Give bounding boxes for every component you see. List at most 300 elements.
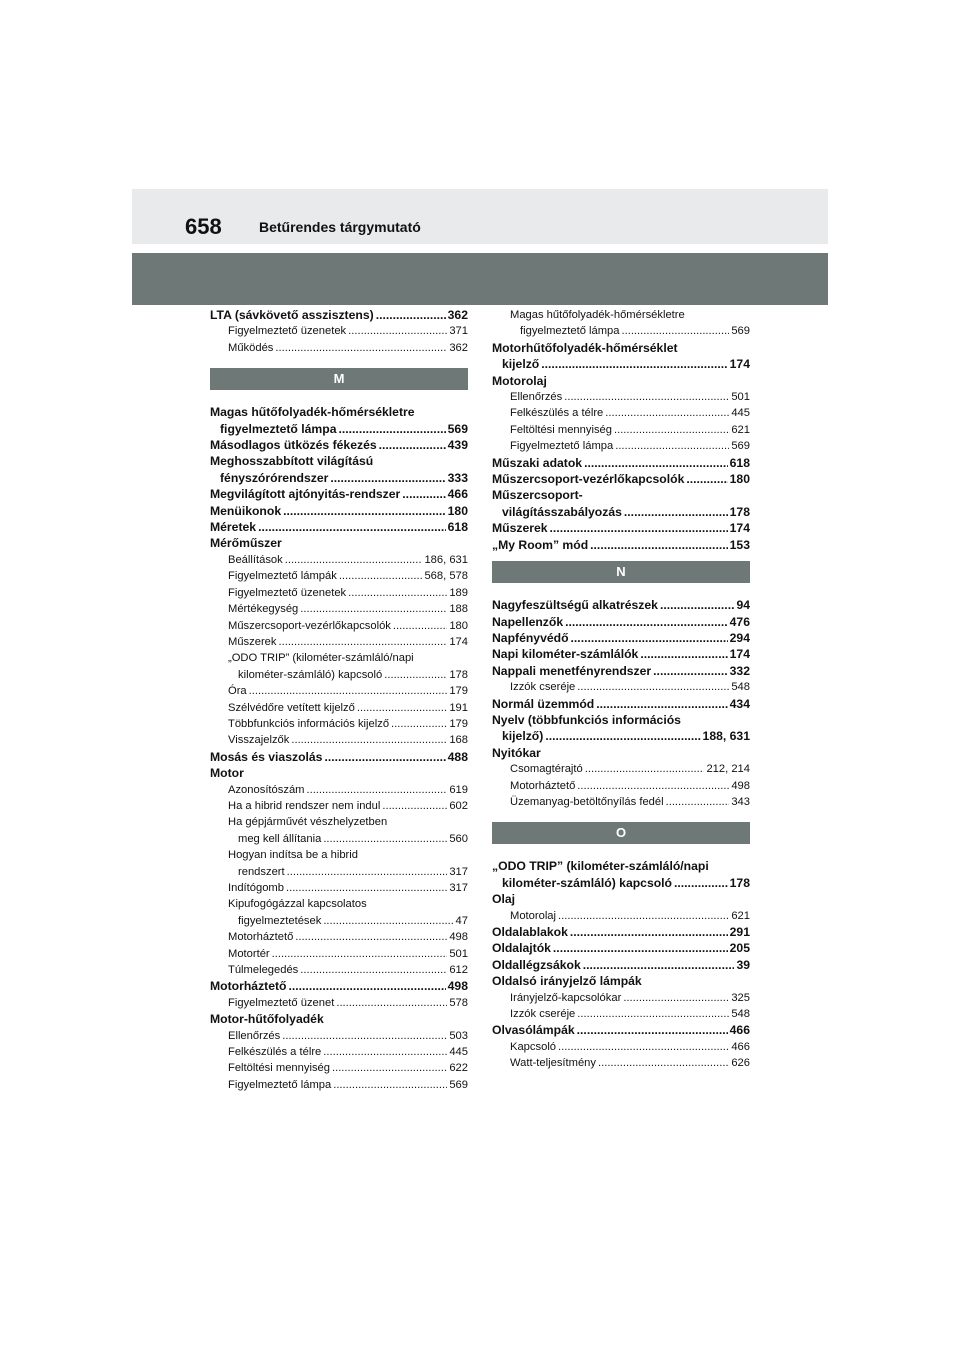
- page-ref: 153: [729, 537, 750, 552]
- index-subentry: [492, 307, 750, 340]
- page-ref: 569: [731, 325, 750, 338]
- page-ref: 618: [729, 455, 750, 470]
- leader-dots: [291, 732, 447, 748]
- entry-text: Oldallégzsákok: [492, 957, 581, 972]
- entry-text: Motortér: [228, 947, 270, 960]
- leader-dots: [577, 679, 729, 695]
- header-band: [132, 253, 828, 305]
- entry-text: Csomagtérajtó: [510, 763, 583, 776]
- leader-dots: [402, 486, 445, 502]
- page-ref: 47: [455, 914, 468, 927]
- index-subentry: [492, 778, 750, 794]
- entry-text: Mértékegység: [228, 603, 299, 616]
- leader-dots: [541, 356, 727, 372]
- letter-heading-m: M: [210, 368, 468, 390]
- leader-dots: [357, 700, 447, 716]
- index-subentry: [492, 679, 750, 695]
- leader-dots: [598, 1055, 729, 1071]
- leader-dots: [391, 716, 447, 732]
- entry-text: Oldalablakok: [492, 925, 568, 939]
- page-ref: 180: [729, 472, 750, 487]
- leader-dots: [382, 798, 447, 814]
- index-subentry: [210, 683, 468, 699]
- index-subentry: [210, 1028, 468, 1044]
- page-ref: 343: [731, 795, 750, 808]
- letter-heading-n: N: [492, 561, 750, 583]
- leader-dots: [545, 728, 700, 744]
- entry-text: Felkészülés a télre: [228, 1046, 322, 1059]
- page-ref: 332: [729, 663, 750, 678]
- page-ref: 174: [729, 647, 750, 662]
- index-line: [492, 504, 750, 520]
- entry-text-line: Nyelv (többfunkciós információs: [492, 712, 681, 727]
- page-ref: 178: [449, 668, 468, 681]
- leader-dots: [622, 323, 730, 339]
- entry-text: Megvilágított ajtónyitás-rendszer: [210, 487, 401, 502]
- leader-dots: [686, 471, 727, 487]
- index-subentry: [492, 405, 750, 421]
- leader-dots: [379, 437, 446, 453]
- index-entry-heading: Motor: [210, 766, 244, 781]
- leader-dots: [300, 962, 447, 978]
- page-ref: 569: [447, 421, 468, 436]
- entry-text: Felkészülés a télre: [510, 407, 604, 420]
- leader-dots: [666, 794, 730, 810]
- entry-text: Többfunkciós információs kijelző: [228, 717, 390, 730]
- index-subentry: [210, 700, 468, 716]
- entry-text: Feltöltési mennyiség: [228, 1062, 330, 1075]
- entry-text: Feltöltési mennyiség: [510, 423, 612, 436]
- page-ref: 439: [447, 438, 468, 453]
- entry-text-line: Motorhűtőfolyadék-hőmérséklet: [492, 340, 678, 355]
- entry-text: Üzemanyag-betöltőnyílás fedél: [510, 795, 664, 808]
- entry-text: Nappali menetfényrendszer: [492, 663, 652, 678]
- leader-dots: [550, 520, 728, 536]
- page-ref: 291: [729, 925, 750, 939]
- leader-dots: [286, 880, 447, 896]
- entry-text: Műszercsoport-vezérlőkapcsolók: [492, 472, 685, 487]
- entry-text: Normál üzemmód: [492, 696, 595, 711]
- entry-text: meg kell állítania: [238, 832, 322, 845]
- page-ref: 180: [447, 503, 468, 518]
- entry-text: Motorháztető: [228, 931, 294, 944]
- index-entry: [492, 696, 750, 712]
- leader-dots: [596, 696, 727, 712]
- page-ref: 498: [447, 979, 468, 994]
- index-subentry: [492, 990, 750, 1006]
- index-subentry: [492, 1055, 750, 1071]
- index-subentry: [210, 1077, 468, 1093]
- page-ref: 621: [731, 423, 750, 436]
- index-subentry: [210, 847, 468, 880]
- entry-text: fényszórórendszer: [220, 470, 329, 485]
- index-line: [210, 470, 468, 486]
- index-entry: [210, 404, 468, 437]
- index-entry: [210, 307, 468, 323]
- entry-text: Figyelmeztető üzenetek: [228, 325, 347, 338]
- page-ref: 205: [729, 941, 750, 956]
- page-ref: 178: [729, 875, 750, 890]
- index-subentry: [210, 814, 468, 847]
- leader-dots: [323, 1044, 447, 1060]
- index-subentry: [210, 732, 468, 748]
- entry-text: Motorháztető: [210, 979, 287, 994]
- index-subentry: [210, 929, 468, 945]
- page-ref: 466: [729, 1023, 750, 1038]
- page-ref: 294: [729, 630, 750, 645]
- page-ref: 548: [731, 1008, 750, 1021]
- page-ref: 362: [449, 341, 468, 354]
- leader-dots: [558, 908, 729, 924]
- entry-text: kilométer-számláló) kapcsoló: [238, 668, 383, 681]
- index-entry: [210, 519, 468, 535]
- page-ref: 189: [449, 586, 468, 599]
- page-ref: 174: [449, 635, 468, 648]
- entry-text: LTA (sávkövető asszisztens): [210, 308, 374, 322]
- page-ref: 612: [449, 964, 468, 977]
- entry-text: Ha a hibrid rendszer nem indul: [228, 799, 381, 812]
- entry-text-line: Magas hűtőfolyadék-hőmérsékletre: [210, 405, 415, 420]
- page-ref: 188: [449, 603, 468, 616]
- index-entry-heading: Motorolaj: [492, 373, 547, 388]
- index-subentry: [210, 1044, 468, 1060]
- entry-text: Indítógomb: [228, 882, 284, 894]
- page-ref: 568, 578: [424, 570, 468, 583]
- index-subentry: [210, 798, 468, 814]
- index-entry-heading: Mérőműszer: [210, 536, 282, 551]
- index-entry: [492, 630, 750, 646]
- page-ref: 212, 214: [706, 763, 750, 776]
- page-ref: 548: [731, 681, 750, 694]
- index-column-right: [492, 307, 750, 1072]
- page-ref: 168: [449, 734, 468, 747]
- index-entry: [492, 712, 750, 745]
- letter-heading-o: O: [492, 822, 750, 844]
- leader-dots: [577, 778, 729, 794]
- index-entry: [492, 924, 750, 940]
- entry-text: Beállítások: [228, 553, 283, 566]
- index-subentry: [210, 552, 468, 568]
- entry-text: rendszert: [238, 865, 285, 878]
- page-ref: 466: [447, 487, 468, 502]
- letter-section-wrap: [210, 356, 468, 404]
- index-line: [492, 875, 750, 891]
- entry-text: Méretek: [210, 520, 257, 535]
- leader-dots: [564, 389, 729, 405]
- entry-text: kijelző): [502, 729, 544, 744]
- page-ref: 626: [731, 1057, 750, 1070]
- index-subentry: [210, 634, 468, 650]
- entry-text-line: Hogyan indítsa be a hibrid: [228, 849, 358, 862]
- page-ref: 39: [736, 957, 750, 972]
- index-subentry: [492, 1006, 750, 1022]
- page-ref: 560: [449, 832, 468, 845]
- page-ref: 466: [731, 1040, 750, 1053]
- entry-text: Oldalajtók: [492, 941, 551, 956]
- index-entry-heading: Motor-hűtőfolyadék: [210, 1012, 324, 1027]
- page-ref: 179: [449, 685, 468, 698]
- index-subentry: [210, 995, 468, 1011]
- leader-dots: [300, 601, 447, 617]
- leader-dots: [272, 946, 448, 962]
- index-entry: [492, 537, 750, 553]
- entry-text: világításszabályozás: [502, 504, 622, 519]
- page-ref: 501: [731, 391, 750, 404]
- leader-dots: [558, 1039, 729, 1055]
- entry-text: figyelmeztetések: [238, 914, 322, 927]
- entry-text: Menüikonok: [210, 503, 282, 518]
- index-entry: [492, 646, 750, 662]
- page-ref: 619: [449, 783, 468, 796]
- page-ref: 317: [449, 882, 468, 894]
- index-line: [228, 667, 468, 683]
- page-ref: 498: [731, 779, 750, 792]
- entry-text: Nagyfeszültségű alkatrészek: [492, 598, 658, 613]
- entry-text: Olvasólámpák: [492, 1023, 575, 1038]
- entry-text: figyelmeztető lámpa: [520, 325, 620, 338]
- leader-dots: [333, 1077, 447, 1093]
- index-entry: [492, 597, 750, 613]
- entry-text: Irányjelző-kapcsolókar: [510, 991, 622, 1004]
- page-ref: 362: [447, 308, 468, 322]
- page-ref: 174: [729, 521, 750, 536]
- entry-text-line: „ODO TRIP” (kilométer-számláló/napi: [492, 859, 709, 874]
- page-ref: 188, 631: [702, 729, 750, 744]
- page-ref: 180: [449, 619, 468, 632]
- entry-text: Kapcsoló: [510, 1040, 557, 1053]
- index-entry: [492, 614, 750, 630]
- page-ref: 191: [449, 701, 468, 714]
- entry-text: Műszaki adatok: [492, 455, 583, 470]
- index-subentry: [210, 946, 468, 962]
- leader-dots: [393, 618, 447, 634]
- page-ref: 476: [729, 614, 750, 629]
- leader-dots: [282, 1028, 447, 1044]
- leader-dots: [376, 307, 446, 323]
- leader-dots: [339, 568, 423, 584]
- entry-text: Túlmelegedés: [228, 964, 299, 977]
- leader-dots: [258, 519, 446, 535]
- index-subentry: [210, 601, 468, 617]
- index-entry: [492, 1022, 750, 1038]
- index-subentry: [492, 908, 750, 924]
- leader-dots: [348, 585, 447, 601]
- leader-dots: [249, 683, 448, 699]
- index-subentry: [210, 568, 468, 584]
- leader-dots: [287, 864, 448, 880]
- leader-dots: [605, 405, 729, 421]
- leader-dots: [674, 875, 728, 891]
- leader-dots: [348, 323, 447, 339]
- index-line: [210, 421, 468, 437]
- index-entry: [210, 503, 468, 519]
- leader-dots: [295, 929, 447, 945]
- entry-text: Működés: [228, 341, 274, 354]
- index-line: [510, 323, 750, 339]
- index-subentry: [210, 782, 468, 798]
- entry-text: Motorolaj: [510, 909, 557, 922]
- entry-text: Műszerek: [492, 521, 548, 536]
- index-subentry: [210, 585, 468, 601]
- entry-text-line: Műszercsoport-: [492, 488, 583, 503]
- entry-text: figyelmeztető lámpa: [220, 421, 337, 436]
- leader-dots: [330, 470, 445, 486]
- page-ref: 174: [729, 357, 750, 372]
- index-entry: [210, 453, 468, 486]
- index-subentry: [492, 438, 750, 454]
- entry-text-line: Kipufogógázzal kapcsolatos: [228, 898, 367, 911]
- index-line: [228, 864, 468, 880]
- page-ref: 501: [449, 947, 468, 960]
- page-ref: 503: [449, 1029, 468, 1042]
- entry-text-line: Meghosszabbított világítású: [210, 454, 374, 469]
- entry-text: Figyelmeztető lámpák: [228, 570, 337, 583]
- entry-text-line: Ha gépjárművét vészhelyzetben: [228, 816, 388, 829]
- entry-text: Motorháztető: [510, 779, 576, 792]
- leader-dots: [590, 537, 728, 553]
- page-ref: 178: [729, 504, 750, 519]
- index-subentry: [492, 794, 750, 810]
- leader-dots: [660, 597, 734, 613]
- leader-dots: [339, 421, 446, 437]
- entry-text: Ellenőrzés: [228, 1029, 281, 1042]
- index-entry: [492, 471, 750, 487]
- entry-text: Figyelmeztető üzenet: [228, 996, 335, 1009]
- entry-text: Mosás és viaszolás: [210, 749, 323, 764]
- leader-dots: [285, 552, 423, 568]
- index-entry: [210, 486, 468, 502]
- entry-text: Visszajelzők: [228, 734, 290, 747]
- index-entry: [492, 520, 750, 536]
- entry-text: Napellenzők: [492, 614, 564, 629]
- index-subentry: [210, 962, 468, 978]
- leader-dots: [614, 422, 729, 438]
- leader-dots: [624, 504, 728, 520]
- entry-text: Másodlagos ütközés fékezés: [210, 438, 377, 453]
- index-entry: [210, 437, 468, 453]
- letter-section-wrap: [492, 553, 750, 597]
- entry-text: Figyelmeztető üzenetek: [228, 586, 347, 599]
- index-entry-heading: Oldalsó irányjelző lámpák: [492, 974, 642, 989]
- page-ref: 578: [449, 996, 468, 1009]
- leader-dots: [279, 634, 448, 650]
- page-ref: 445: [449, 1046, 468, 1059]
- page-ref: 618: [447, 520, 468, 535]
- leader-dots: [324, 749, 445, 765]
- leader-dots: [577, 1022, 728, 1038]
- index-entry: [210, 978, 468, 994]
- leader-dots: [565, 614, 728, 630]
- page-ref: 186, 631: [424, 553, 468, 566]
- page-ref: 569: [731, 440, 750, 453]
- leader-dots: [585, 761, 705, 777]
- entry-text: kijelző: [502, 357, 540, 372]
- leader-dots: [289, 978, 446, 994]
- index-subentry: [210, 716, 468, 732]
- index-subentry: [210, 1060, 468, 1076]
- leader-dots: [584, 455, 728, 471]
- leader-dots: [583, 957, 735, 973]
- entry-text: Figyelmeztető lámpa: [510, 440, 614, 453]
- entry-text: Figyelmeztető lámpa: [228, 1078, 332, 1091]
- page-ref: 569: [449, 1078, 468, 1091]
- entry-text-line: „ODO TRIP” (kilométer-számláló/napi: [228, 652, 414, 665]
- entry-text-line: Magas hűtőfolyadék-hőmérsékletre: [510, 309, 685, 321]
- page-ref: 179: [449, 717, 468, 730]
- index-subentry: [210, 340, 468, 356]
- entry-text: Műszercsoport-vezérlőkapcsolók: [228, 619, 391, 632]
- page-ref: 498: [449, 931, 468, 944]
- index-entry-heading: Olaj: [492, 892, 516, 907]
- header-bar: [132, 189, 828, 244]
- index-column-left: [210, 307, 468, 1093]
- index-entry: [492, 663, 750, 679]
- entry-text: Óra: [228, 685, 247, 698]
- page-ref: 621: [731, 909, 750, 922]
- index-entry: [492, 487, 750, 520]
- leader-dots: [577, 1006, 729, 1022]
- leader-dots: [615, 438, 729, 454]
- index-entry: [492, 455, 750, 471]
- entry-text: Napfényvédő: [492, 630, 569, 645]
- entry-text: Szélvédőre vetített kijelző: [228, 701, 355, 714]
- entry-text: kilométer-számláló) kapcsoló: [502, 875, 673, 890]
- index-subentry: [492, 389, 750, 405]
- page-ref: 445: [731, 407, 750, 420]
- index-entry: [492, 858, 750, 891]
- leader-dots: [306, 782, 447, 798]
- entry-text: „My Room” mód: [492, 537, 589, 552]
- index-entry: [492, 940, 750, 956]
- entry-text: Ellenőrzés: [510, 391, 563, 404]
- leader-dots: [571, 630, 728, 646]
- index-entry: [210, 749, 468, 765]
- leader-dots: [653, 663, 727, 679]
- index-entry: [492, 957, 750, 973]
- page-ref: 94: [736, 598, 750, 613]
- leader-dots: [283, 503, 446, 519]
- index-entry: [492, 340, 750, 373]
- leader-dots: [623, 990, 729, 1006]
- index-line: [228, 913, 468, 929]
- entry-text: Izzók cseréje: [510, 681, 576, 694]
- leader-dots: [323, 831, 447, 847]
- leader-dots: [570, 924, 728, 940]
- leader-dots: [332, 1060, 447, 1076]
- index-line: [492, 728, 750, 744]
- index-subentry: [492, 761, 750, 777]
- entry-text: Azonosítószám: [228, 783, 305, 796]
- page-ref: 622: [449, 1062, 468, 1075]
- page-ref: 317: [449, 865, 468, 878]
- index-line: [228, 831, 468, 847]
- index-subentry: [210, 323, 468, 339]
- leader-dots: [275, 340, 447, 356]
- leader-dots: [640, 646, 727, 662]
- entry-text: Izzók cseréje: [510, 1008, 576, 1021]
- page-ref: 488: [447, 749, 468, 764]
- leader-dots: [553, 940, 728, 956]
- leader-dots: [323, 913, 453, 929]
- page-title: Betűrendes tárgymutató: [259, 219, 421, 235]
- index-line: [492, 356, 750, 372]
- page-ref: 333: [447, 470, 468, 485]
- entry-text: Műszerek: [228, 635, 277, 648]
- leader-dots: [384, 667, 447, 683]
- index-subentry: [210, 618, 468, 634]
- entry-text: Napi kilométer-számlálók: [492, 647, 639, 662]
- page-ref: 371: [449, 325, 468, 338]
